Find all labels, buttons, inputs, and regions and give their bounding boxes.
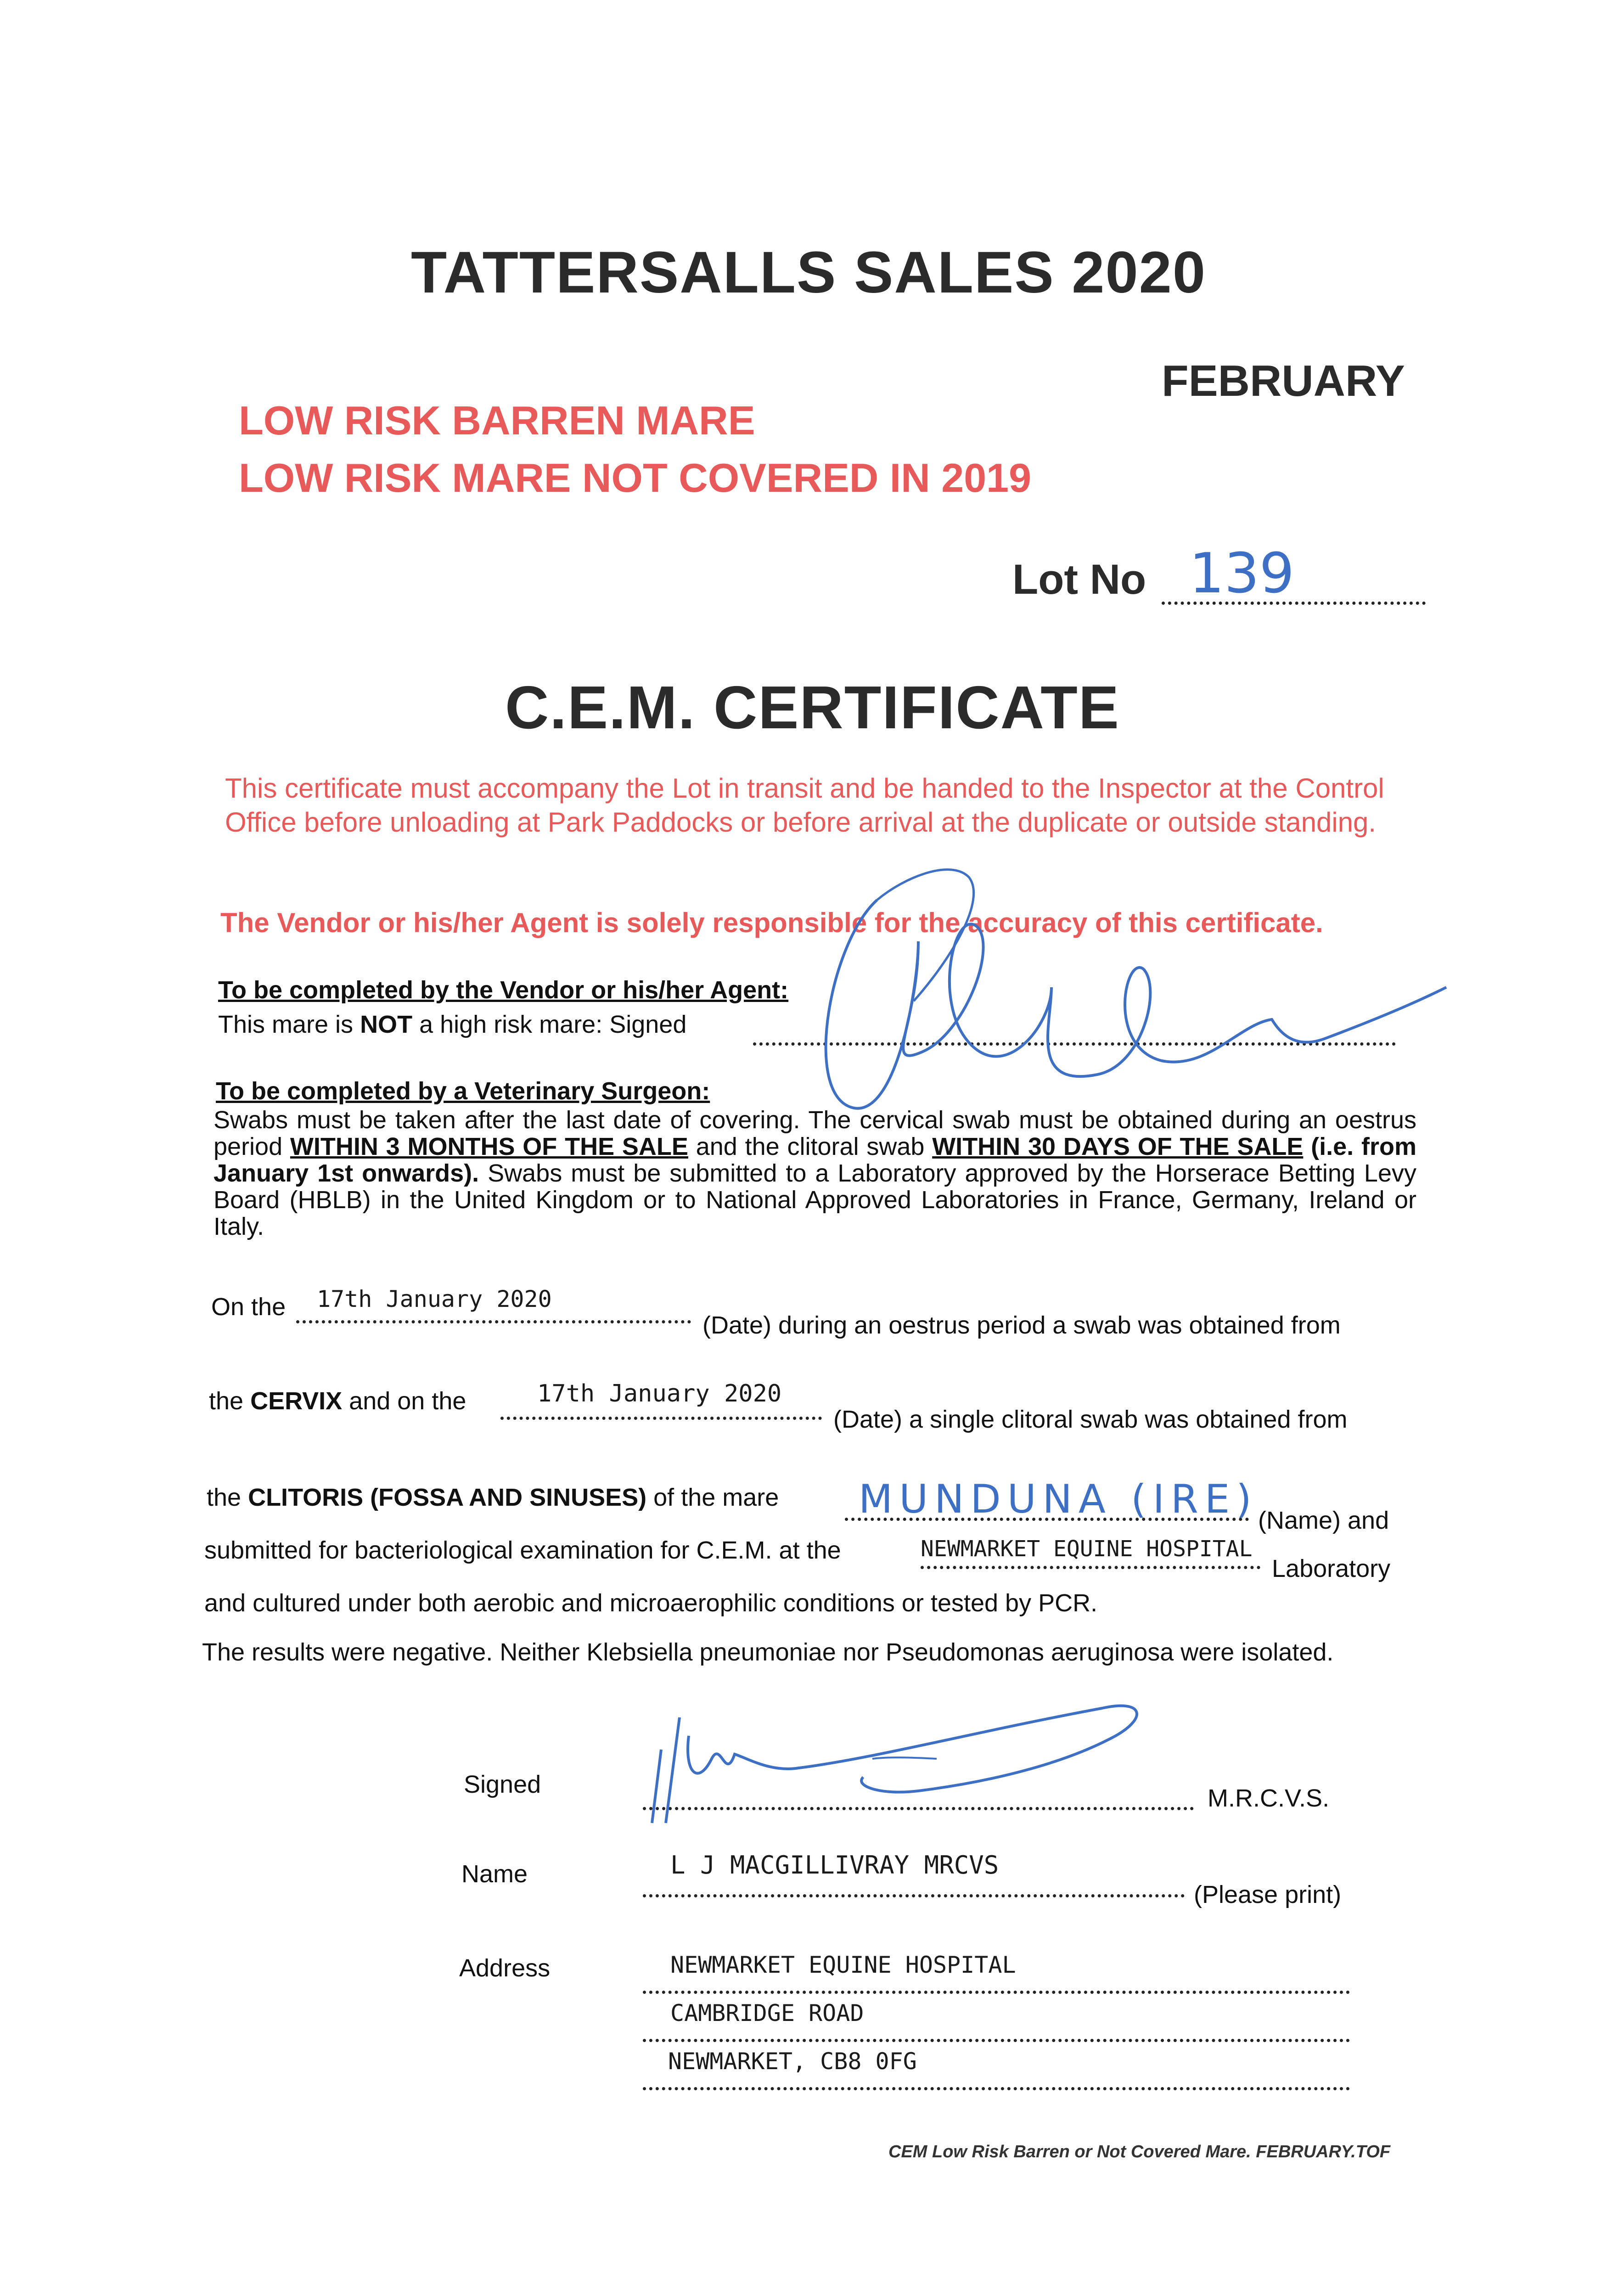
on-the-label: On the	[211, 1293, 286, 1321]
vet-section-heading: To be completed by a Veterinary Surgeon:	[216, 1077, 710, 1105]
vet-signature	[634, 1690, 1162, 1828]
results-line: The results were negative. Neither Klebsiella pneumoniae nor Pseudomonas aeruginosa were isolated.	[202, 1638, 1334, 1666]
swab-instructions-3: (i.e. from January 1st onwards).	[214, 1133, 1416, 1187]
address-label: Address	[459, 1954, 551, 1982]
mare-name-value: MUNDUNA (IRE)	[859, 1476, 1258, 1522]
laboratory-line	[921, 1566, 1260, 1569]
swab-instructions-2: and the clitoral swab	[688, 1133, 933, 1160]
please-print-label: (Please print)	[1194, 1881, 1342, 1908]
within-3-months: WITHIN 3 MONTHS OF THE SALE	[290, 1133, 688, 1160]
of-the-mare: of the mare	[646, 1484, 779, 1511]
address-line-3-dots	[643, 2087, 1350, 2090]
address-line-2-dots	[643, 2039, 1350, 2042]
vendor-statement-prefix: This mare is	[218, 1011, 360, 1038]
risk-category-2: LOW RISK MARE NOT COVERED IN 2019	[239, 455, 1032, 501]
vendor-signature	[813, 850, 1455, 1134]
submitted-prefix: submitted for bacteriological examination for C.E.M. at the	[204, 1536, 841, 1564]
risk-category-1: LOW RISK BARREN MARE	[239, 398, 755, 443]
cervix-prefix: the	[209, 1387, 251, 1415]
clitoris-line	[207, 1483, 779, 1512]
address-line-1: NEWMARKET EQUINE HOSPITAL	[670, 1952, 1016, 1978]
lot-number-value: 139	[1189, 542, 1295, 606]
swab-instructions-1: Swabs must be taken after the last date of covering. The cervical swab must be obtained during an oestrus period	[214, 1106, 1416, 1160]
vendor-statement	[218, 1010, 686, 1039]
lot-number-label: Lot No	[1012, 556, 1146, 603]
document-title: TATTERSALLS SALES 2020	[411, 240, 1206, 305]
vendor-section-heading: To be completed by the Vendor or his/her Agent:	[218, 976, 789, 1004]
vet-name-value: L J MACGILLIVRAY MRCVS	[670, 1851, 999, 1880]
address-line-2: CAMBRIDGE ROAD	[670, 2000, 864, 2026]
vet-signed-label: Signed	[464, 1771, 541, 1798]
clitoris-prefix: the	[207, 1484, 248, 1511]
clitoral-date-suffix: (Date) a single clitoral swab was obtained from	[833, 1406, 1348, 1433]
transit-notice: This certificate must accompany the Lot in transit and be handed to the Inspector at the Control Office before unloading at Park Paddocks or before arrival at the duplicate or outside standing.	[225, 773, 1384, 838]
swab-instructions	[214, 1107, 1416, 1240]
cervix-date-suffix: (Date) during an oestrus period a swab was obtained from	[702, 1311, 1341, 1339]
clitoris-label: CLITORIS (FOSSA AND SINUSES)	[248, 1484, 647, 1511]
clitoral-date-value: 17th January 2020	[537, 1380, 782, 1407]
footer-reference: CEM Low Risk Barren or Not Covered Mare. FEBRUARY.TOF	[888, 2142, 1391, 2161]
cervix-line	[209, 1387, 466, 1415]
vet-name-label: Name	[461, 1860, 528, 1888]
sale-month: FEBRUARY	[1162, 356, 1405, 405]
cultured-line: and cultured under both aerobic and microaerophilic conditions or tested by PCR.	[204, 1589, 1098, 1617]
mare-name-suffix: (Name) and	[1258, 1507, 1389, 1534]
mrcvs-label: M.R.C.V.S.	[1208, 1784, 1330, 1812]
vendor-statement-suffix: a high risk mare: Signed	[412, 1011, 687, 1038]
address-line-1-dots	[643, 1991, 1350, 1994]
laboratory-suffix: Laboratory	[1272, 1555, 1391, 1582]
address-line-3: NEWMARKET, CB8 0FG	[668, 2048, 917, 2075]
laboratory-value: NEWMARKET EQUINE HOSPITAL	[921, 1536, 1253, 1562]
and-on-the: and on the	[342, 1387, 466, 1415]
cervix-label: CERVIX	[250, 1387, 343, 1415]
within-30-days: WITHIN 30 DAYS OF THE SALE	[932, 1133, 1304, 1160]
vendor-statement-not: NOT	[360, 1011, 413, 1038]
certificate-title: C.E.M. CERTIFICATE	[505, 674, 1120, 741]
cervix-date-line	[296, 1320, 691, 1323]
clitoral-date-line	[500, 1417, 822, 1420]
swab-instructions-4: Swabs must be submitted to a Laboratory approved by the Horserace Betting Levy Board (HBLB) in the United Kingdom or to National Approved Laboratories in France, Germany, Ireland or Italy.	[214, 1159, 1416, 1240]
vet-name-line	[643, 1894, 1185, 1897]
vendor-responsibility-notice: The Vendor or his/her Agent is solely responsible for the accuracy of this certificate.	[220, 907, 1323, 938]
cervix-date-value: 17th January 2020	[317, 1286, 552, 1312]
